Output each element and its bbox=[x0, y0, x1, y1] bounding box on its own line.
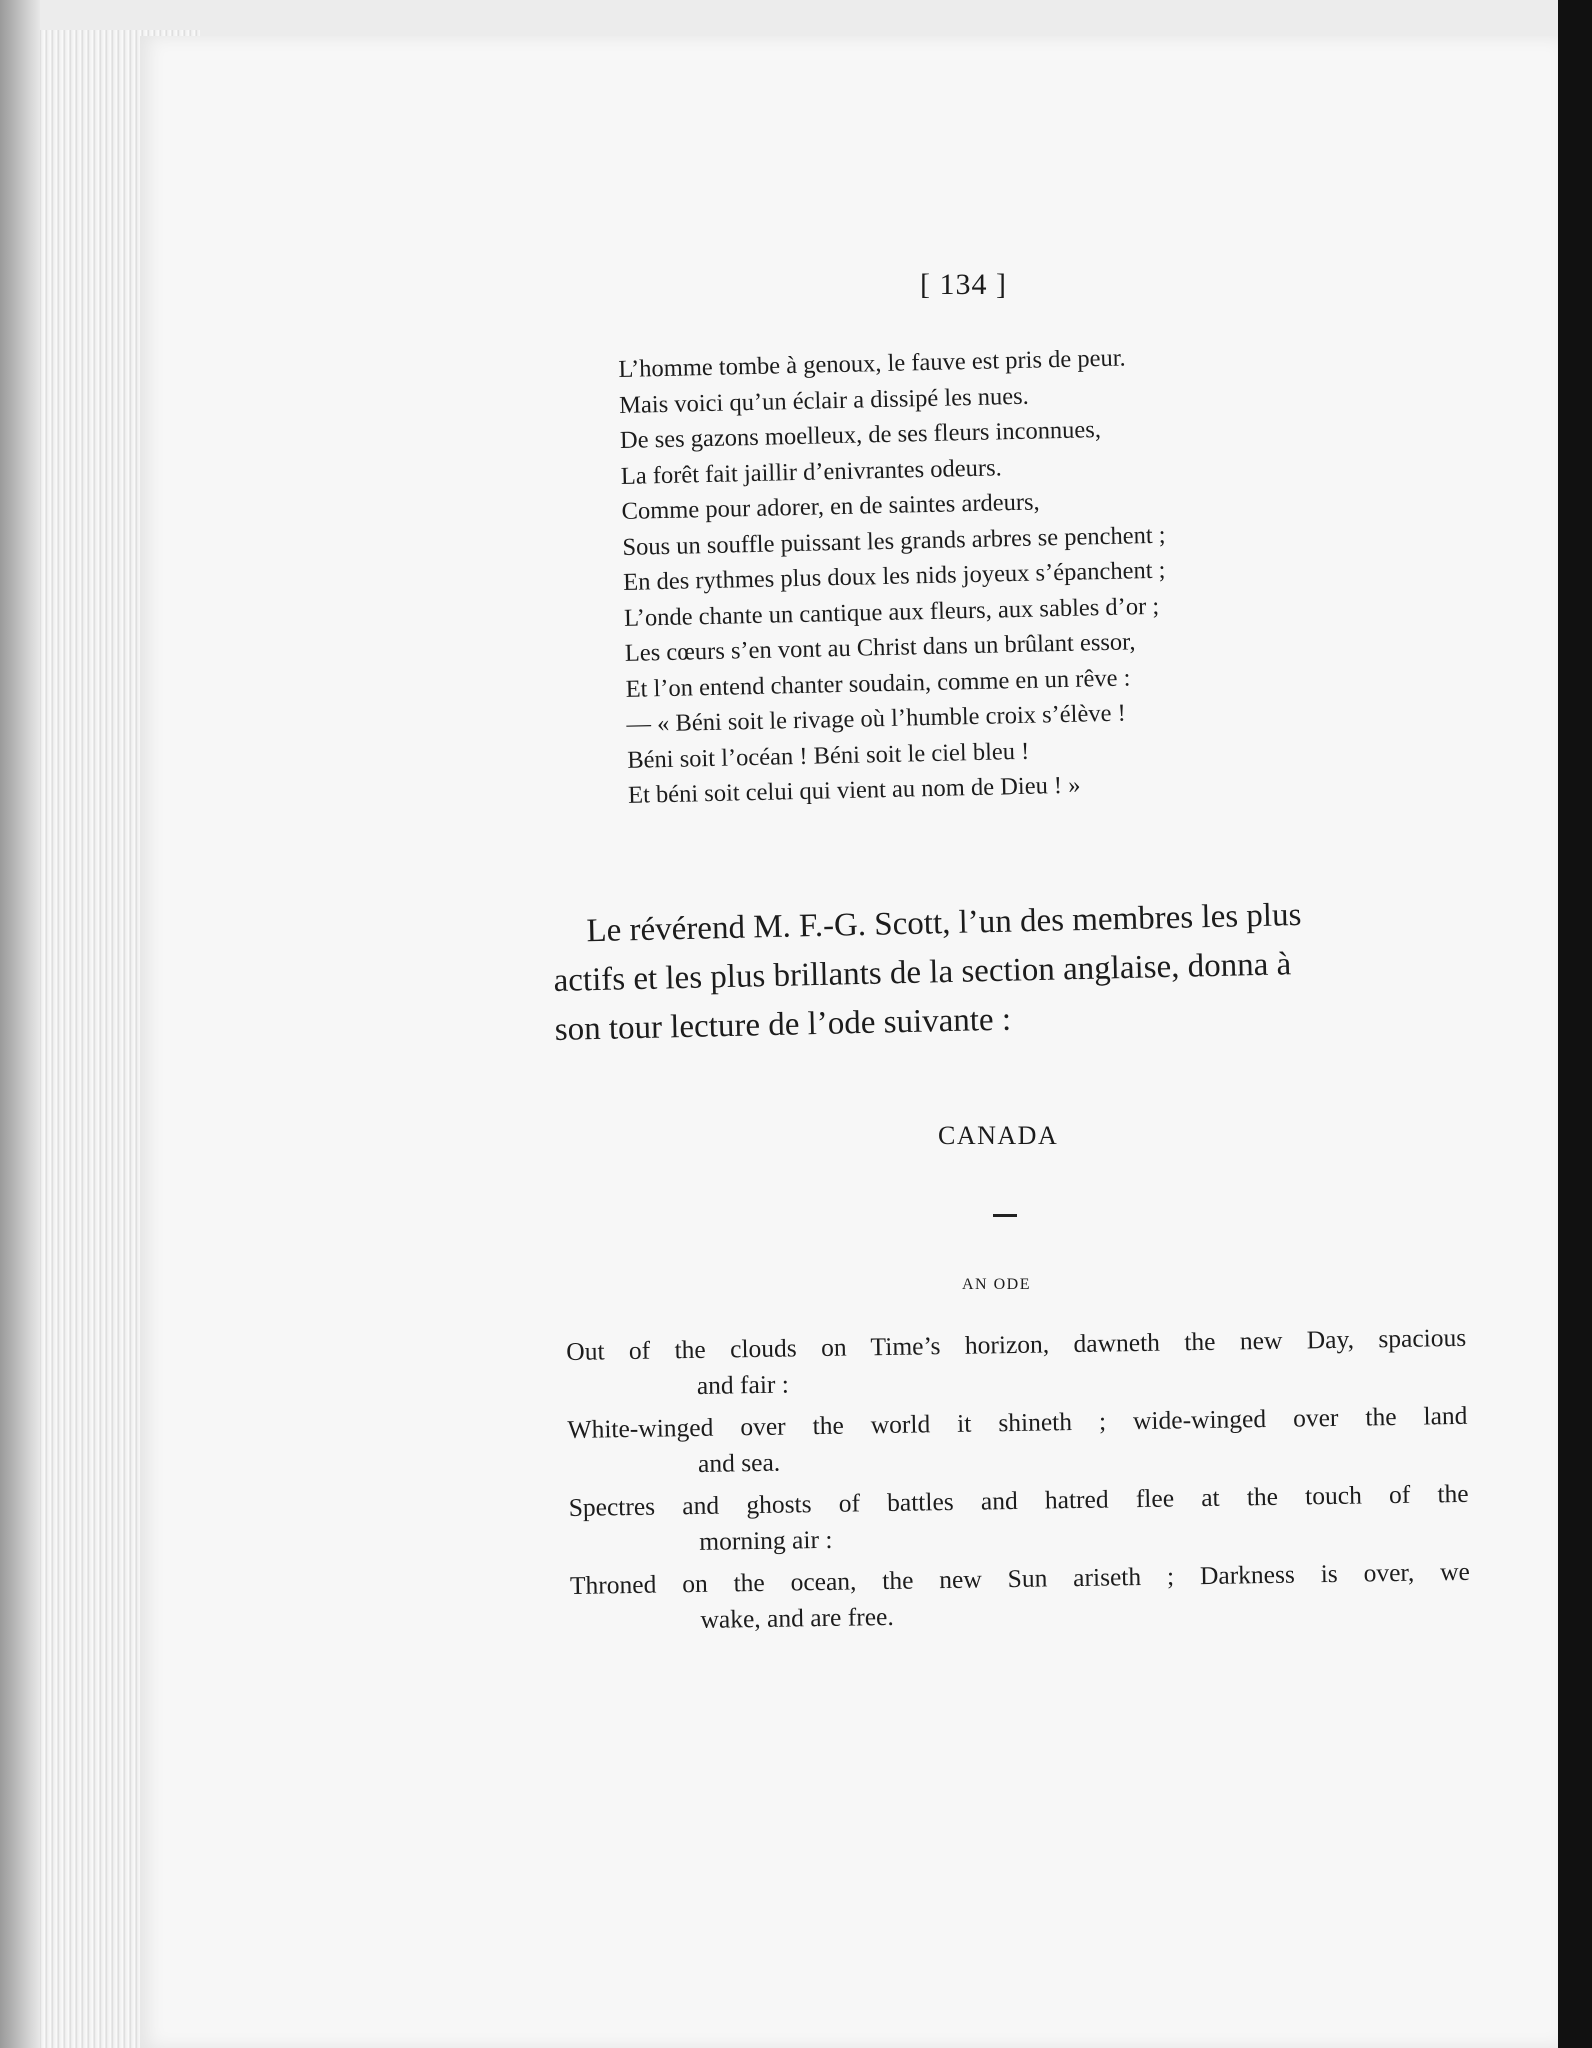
poem-line: L’homme tombe à genoux, le fauve est pris de peur. bbox=[618, 344, 1126, 383]
ode-verse bbox=[568, 1476, 1469, 1562]
english-ode bbox=[566, 1320, 1471, 1646]
poem-line: Mais voici qu’un éclair a dissipé les nues. bbox=[618, 382, 1030, 419]
dark-right-border bbox=[1558, 0, 1592, 2048]
poem-line: La forêt fait jaillir d’enivrantes odeurs. bbox=[620, 453, 1002, 490]
ode-verse bbox=[566, 1320, 1467, 1406]
ode-line: White-winged over the world it shineth ; wide-winged over the land bbox=[567, 1400, 1468, 1444]
ode-line: Spectres and ghosts of battles and hatred flee at the touch of the bbox=[568, 1478, 1469, 1522]
narrative-line: Le révérend M. F.-G. Scott, l’un des membres les plus bbox=[586, 897, 1302, 950]
poem-line: L’onde chante un cantique aux fleurs, aux sables d’or ; bbox=[623, 592, 1160, 632]
ode-line: Out of the clouds on Time’s horizon, dawneth the new Day, spacious bbox=[566, 1322, 1467, 1366]
ode-verse bbox=[570, 1554, 1471, 1640]
poem-line: De ses gazons moelleux, de ses fleurs inconnues, bbox=[619, 416, 1102, 454]
poem-line: En des rythmes plus doux les nids joyeux s’épanchent ; bbox=[622, 556, 1166, 596]
top-background bbox=[0, 0, 1592, 36]
poem-line: Béni soit l’océan ! Béni soit le ciel bleu ! bbox=[626, 737, 1030, 774]
narrative-line: son tour lecture de l’ode suivante : bbox=[554, 1001, 1012, 1048]
poem-line: Les cœurs s’en vont au Christ dans un brûlant essor, bbox=[624, 628, 1136, 667]
ode-line-continuation: morning air : bbox=[699, 1524, 833, 1556]
ode-title: CANADA bbox=[938, 1121, 1059, 1150]
poem-line: — « Béni soit le rivage où l’humble croix s’élève ! bbox=[626, 699, 1127, 738]
narrative-paragraph bbox=[552, 888, 1415, 1054]
narrative-line: actifs et les plus brillants de la section anglaise, donna à bbox=[553, 946, 1292, 999]
poem-line: Comme pour adorer, en de saintes ardeurs, bbox=[621, 488, 1040, 525]
page-number: [ 134 ] bbox=[920, 268, 1007, 301]
ode-verse bbox=[567, 1398, 1468, 1484]
ode-subtitle: AN ODE bbox=[962, 1276, 1031, 1293]
ode-line-continuation: wake, and are free. bbox=[700, 1601, 894, 1634]
ode-line: Throned on the ocean, the new Sun ariseth ; Darkness is over, we bbox=[569, 1556, 1471, 1600]
poem-line: Et béni soit celui qui vient au nom de Dieu ! » bbox=[627, 771, 1081, 809]
title-dash bbox=[993, 1214, 1017, 1217]
french-poem bbox=[618, 335, 1368, 813]
poem-line: Sous un souffle puissant les grands arbres se penchent ; bbox=[622, 521, 1166, 561]
ode-line-continuation: and sea. bbox=[697, 1447, 781, 1478]
book-edge-shadow bbox=[0, 0, 40, 2048]
ode-line-continuation: and fair : bbox=[696, 1369, 790, 1400]
poem-line: Et l’on entend chanter soudain, comme en un rêve : bbox=[625, 663, 1131, 703]
